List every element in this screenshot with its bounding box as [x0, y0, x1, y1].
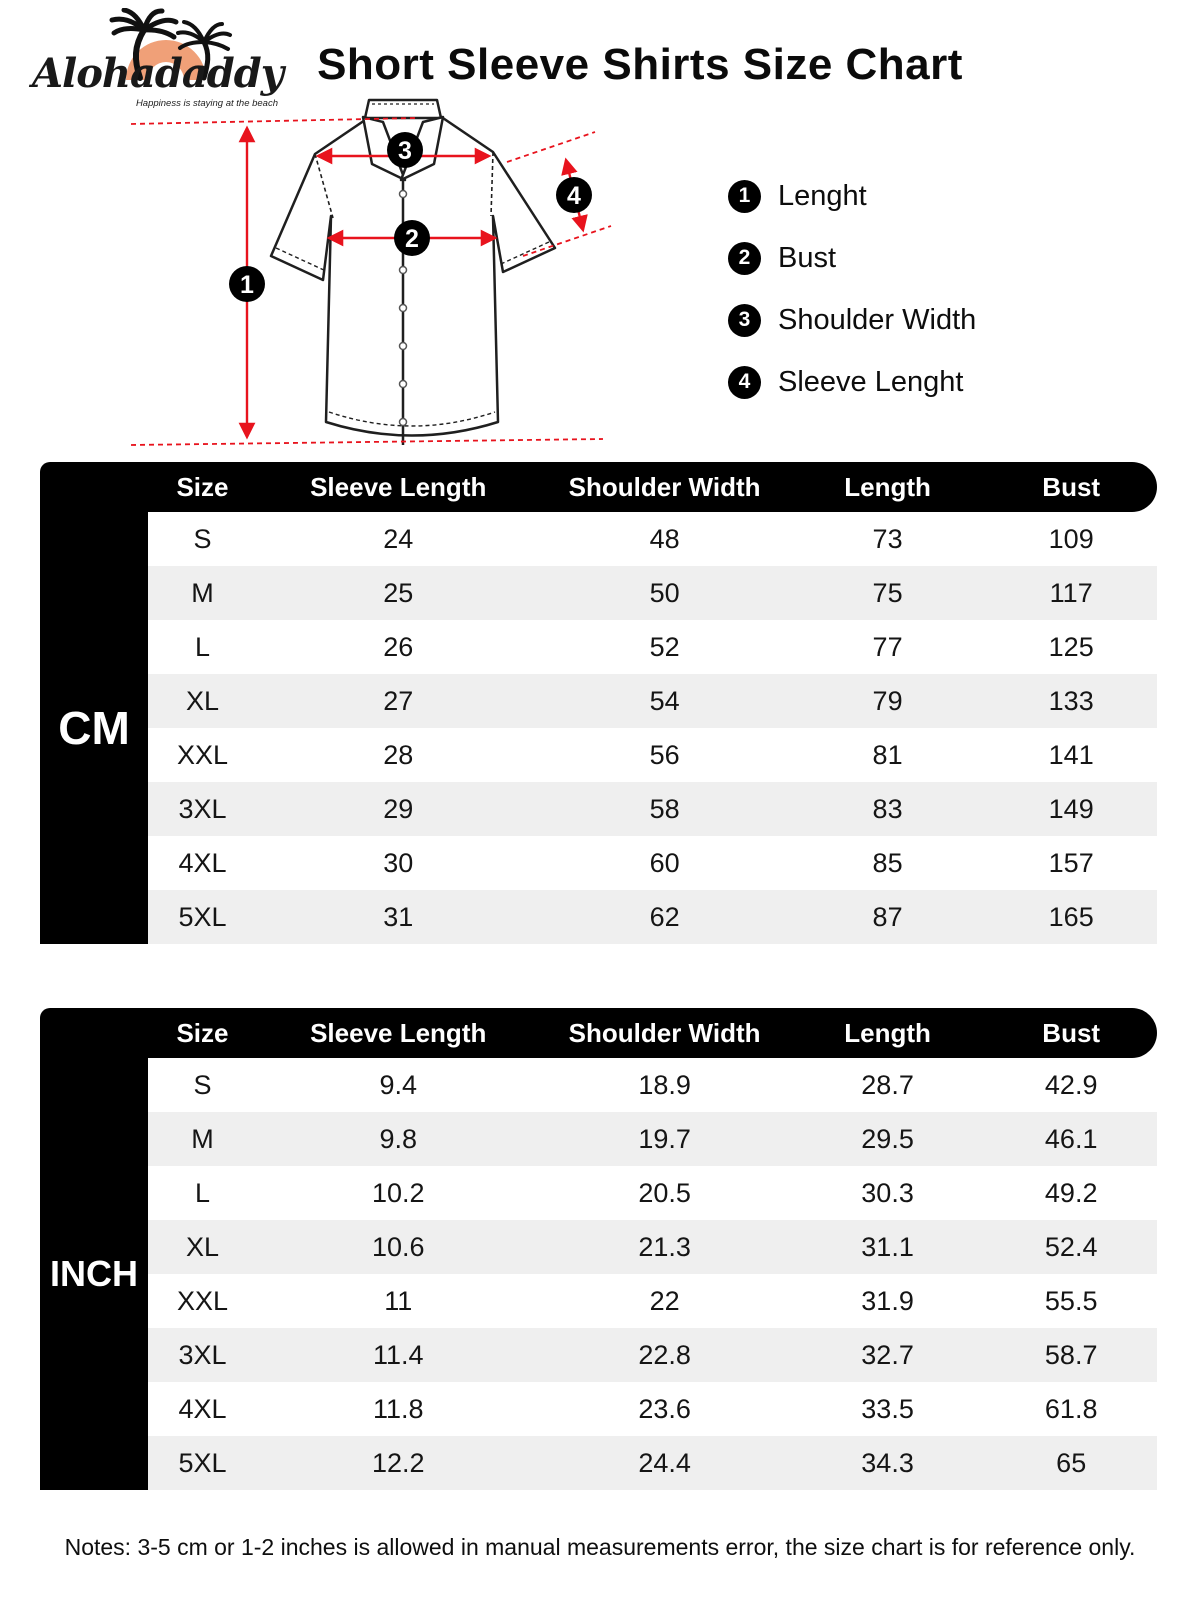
table-cell: 31: [383, 901, 414, 932]
column-header: Size: [176, 471, 229, 502]
table-cell: 21.3: [638, 1231, 691, 1262]
table-cell: 109: [1048, 523, 1094, 554]
table-cell: 23.6: [638, 1393, 691, 1424]
table-cell: 31.9: [861, 1285, 914, 1316]
table-cell: 81: [872, 739, 903, 770]
table-cell: 42.9: [1044, 1069, 1098, 1100]
table-cell: 79: [872, 685, 903, 716]
table-row: [148, 890, 1157, 944]
table-cell: 48: [649, 523, 680, 554]
legend-label: Bust: [778, 241, 837, 274]
table-cell: 19.7: [638, 1123, 691, 1154]
legend-number-badge: 4: [728, 366, 761, 399]
table-body: [40, 1058, 1157, 1490]
table-cell: 58.7: [1044, 1339, 1098, 1370]
shirt-diagram-drawing: [125, 92, 615, 457]
table-row: [148, 1436, 1157, 1490]
table-cell: 27: [383, 685, 414, 716]
table-cell: 30: [383, 847, 414, 878]
table-cell: 34.3: [861, 1447, 914, 1478]
legend-number-badge: 3: [728, 304, 761, 337]
table-cell: 20.5: [638, 1177, 691, 1208]
table-cell: XL: [185, 1231, 219, 1262]
unit-label-cm: CM: [40, 512, 148, 944]
table-row: [148, 566, 1157, 620]
table-row: [148, 836, 1157, 890]
table-cell: L: [194, 631, 210, 662]
table-cell: 10.2: [371, 1177, 425, 1208]
table-cell: 9.8: [379, 1123, 417, 1154]
inch-size-table: [40, 1008, 1157, 1490]
table-cell: 56: [649, 739, 680, 770]
table-cell: 3XL: [178, 1339, 227, 1370]
table-cell: 85: [872, 847, 903, 878]
table-cell: 25: [383, 577, 414, 608]
brand-tagline: Happiness is staying at the beach: [135, 98, 278, 109]
table-header: [40, 1008, 1157, 1058]
shirt-measurement-diagram: [125, 92, 615, 457]
table-cell: 75: [872, 577, 903, 608]
legend-label: Shoulder Width: [778, 303, 977, 336]
table-cell: 3XL: [178, 793, 227, 824]
legend-label: Lenght: [778, 179, 867, 212]
column-header: Shoulder Width: [568, 1017, 761, 1048]
table-cell: 4XL: [178, 847, 227, 878]
table-cell: 32.7: [861, 1339, 914, 1370]
table-row: [148, 1328, 1157, 1382]
table-rows: [148, 1058, 1157, 1490]
table-cell: 11: [384, 1285, 413, 1316]
legend-number-badge: 2: [728, 242, 761, 275]
table-cell: 11.8: [372, 1393, 424, 1424]
table-cell: 4XL: [178, 1393, 227, 1424]
table-cell: 29.5: [861, 1123, 914, 1154]
column-header: Bust: [1042, 471, 1101, 502]
table-cell: XXL: [176, 1285, 228, 1316]
legend-item-bust: [728, 234, 976, 282]
table-row: [148, 1166, 1157, 1220]
sleeve-top-reference-line: [507, 132, 595, 162]
table-cell: 10.6: [371, 1231, 425, 1262]
table-cell: 61.8: [1044, 1393, 1098, 1424]
table-row: [148, 1382, 1157, 1436]
table-cell: 30.3: [861, 1177, 914, 1208]
table-cell: 22.8: [638, 1339, 691, 1370]
table-cell: 55.5: [1044, 1285, 1098, 1316]
table-cell: 117: [1049, 577, 1093, 608]
legend-item-shoulder-width: [728, 296, 976, 344]
table-cell: 33.5: [861, 1393, 914, 1424]
table-cell: M: [191, 1123, 214, 1154]
column-header: Sleeve Length: [310, 471, 487, 502]
table-row: [148, 620, 1157, 674]
column-header: Shoulder Width: [568, 471, 761, 502]
table-row: [148, 1220, 1157, 1274]
column-header: Length: [844, 471, 931, 502]
table-row: [148, 1112, 1157, 1166]
table-cell: 28.7: [861, 1069, 914, 1100]
table-cell: 9.4: [379, 1069, 417, 1100]
legend-item-sleeve-length: [728, 358, 976, 406]
column-header: Size: [176, 1017, 229, 1048]
table-cell: 52.4: [1044, 1231, 1098, 1262]
notes-text: Notes: 3-5 cm or 1-2 inches is allowed in manual measurements error, the size chart is for reference only.: [64, 1534, 1136, 1560]
column-header: Sleeve Length: [310, 1017, 487, 1048]
table-cell: 73: [872, 523, 903, 554]
table-cell: 54: [649, 685, 680, 716]
legend-label: Sleeve Lenght: [778, 365, 964, 398]
table-cell: 77: [872, 631, 903, 662]
column-header: Bust: [1042, 1017, 1101, 1048]
table-row: [148, 512, 1157, 566]
table-row: [148, 1274, 1157, 1328]
table-cell: 60: [649, 847, 680, 878]
table-header: [40, 462, 1157, 512]
table-cell: M: [191, 577, 214, 608]
callout-4-number: 4: [567, 182, 581, 210]
table-cell: 58: [649, 793, 680, 824]
table-row: [148, 782, 1157, 836]
table-cell: 141: [1048, 739, 1094, 770]
table-cell: 62: [649, 901, 680, 932]
table-cell: 50: [649, 577, 680, 608]
legend-number-badge: 1: [728, 180, 761, 213]
legend: [728, 172, 976, 420]
table-cell: S: [193, 523, 212, 554]
table-cell: 26: [383, 631, 414, 662]
table-cell: 125: [1048, 631, 1094, 662]
table-cell: L: [194, 1177, 210, 1208]
table-cell: 24.4: [638, 1447, 691, 1478]
table-cell: 165: [1048, 901, 1094, 932]
table-cell: 149: [1048, 793, 1094, 824]
table-cell: 18.9: [638, 1069, 691, 1100]
table-cell: 29: [383, 793, 414, 824]
table-header-row: [148, 462, 1157, 512]
table-cell: 11.4: [372, 1339, 424, 1370]
table-cell: 46.1: [1044, 1123, 1098, 1154]
page-title: Short Sleeve Shirts Size Chart: [317, 40, 963, 89]
table-header-row: [148, 1008, 1157, 1058]
table-cell: S: [193, 1069, 212, 1100]
brand-name: Alohadaddy: [32, 50, 283, 97]
table-cell: 65: [1056, 1447, 1087, 1478]
table-cell: 28: [383, 739, 414, 770]
column-header: Length: [844, 1017, 931, 1048]
table-cell: 22: [649, 1285, 680, 1316]
table-cell: 133: [1048, 685, 1094, 716]
table-cell: 52: [649, 631, 680, 662]
callout-1-number: 1: [240, 271, 254, 299]
table-cell: 24: [383, 523, 414, 554]
table-cell: 12.2: [371, 1447, 425, 1478]
table-cell: 49.2: [1044, 1177, 1098, 1208]
table-row: [148, 674, 1157, 728]
table-cell: 87: [872, 901, 903, 932]
unit-label-inch: INCH: [40, 1058, 148, 1490]
cm-size-table: [40, 462, 1157, 944]
table-body: [40, 512, 1157, 944]
table-cell: 5XL: [178, 901, 227, 932]
table-row: [148, 728, 1157, 782]
table-cell: XL: [185, 685, 219, 716]
table-cell: 31.1: [861, 1231, 914, 1262]
table-row: [148, 1058, 1157, 1112]
table-cell: 5XL: [178, 1447, 227, 1478]
table-cell: 83: [872, 793, 903, 824]
table-cell: 157: [1048, 847, 1094, 878]
callout-2-number: 2: [405, 225, 419, 253]
table-cell: XXL: [176, 739, 228, 770]
length-bottom-reference-line: [131, 439, 603, 445]
legend-item-length: [728, 172, 976, 220]
table-rows: [148, 512, 1157, 944]
callout-3-number: 3: [398, 137, 412, 165]
